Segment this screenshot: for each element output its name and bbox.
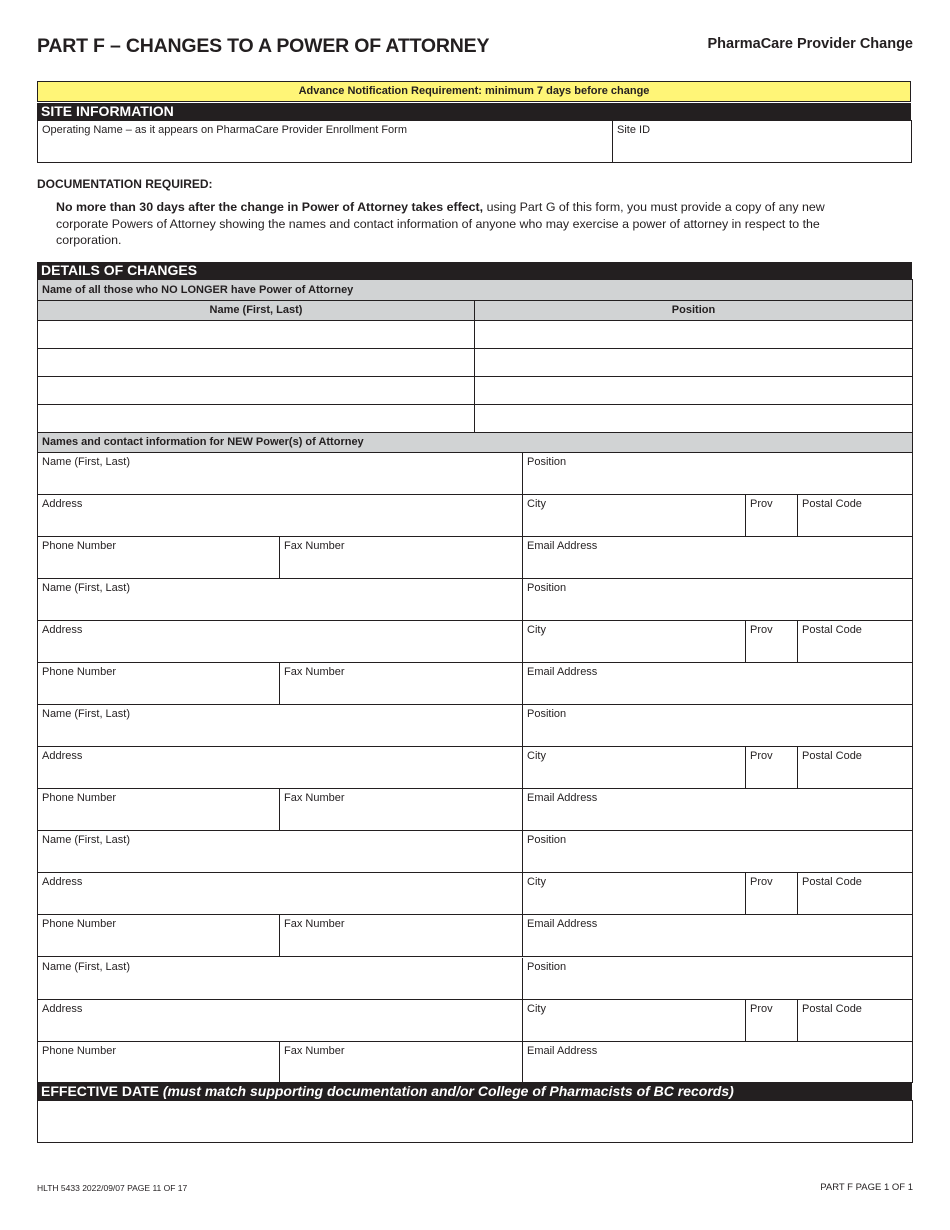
footer-form-number: HLTH 5433 2022/09/07 PAGE 11 OF 17 [37,1183,188,1193]
position-label: Position [527,708,567,720]
city-label: City [527,1003,546,1015]
former-attorney-name-cell[interactable] [38,349,475,377]
email-address-field[interactable] [523,789,912,831]
new-attorney-heading: Names and contact information for NEW Power(s) of Attorney [38,433,912,453]
column-header-position: Position [475,301,912,321]
fax-number-field[interactable] [280,537,523,579]
advance-notification-banner: Advance Notification Requirement: minimum 7 days before change [37,81,911,102]
documentation-text [56,199,876,249]
phone-number-field[interactable] [38,789,280,831]
column-header-name: Name (First, Last) [38,301,475,321]
name-field[interactable] [38,453,523,495]
address-field[interactable] [38,495,523,537]
email-address-label: Email Address [527,792,598,804]
documentation-heading: DOCUMENTATION REQUIRED: [37,177,213,191]
postal-code-label: Postal Code [802,624,862,636]
email-address-field[interactable] [523,1042,912,1084]
former-attorney-position-cell[interactable] [475,349,912,377]
postal-code-field[interactable] [798,873,912,915]
phone-number-field[interactable] [38,1042,280,1084]
name-label: Name (First, Last) [42,582,131,594]
site-information-heading: SITE INFORMATION [37,103,911,121]
page-title: PART F – CHANGES TO A POWER OF ATTORNEY [37,35,490,57]
email-address-label: Email Address [527,540,598,552]
site-id-label: Site ID [617,124,651,136]
province-label: Prov [750,876,773,888]
email-address-field[interactable] [523,537,912,579]
name-field[interactable] [38,831,523,873]
operating-name-label: Operating Name – as it appears on PharmaCare Provider Enrollment Form [42,124,407,136]
effective-date-note: (must match supporting documentation and/or College of Pharmacists of BC records) [162,1083,734,1099]
phone-number-label: Phone Number [42,918,116,930]
phone-number-field[interactable] [38,663,280,705]
operating-name-field[interactable] [38,121,613,163]
position-field[interactable] [523,705,912,747]
fax-number-label: Fax Number [284,666,345,678]
city-label: City [527,498,546,510]
city-field[interactable] [523,621,746,663]
fax-number-label: Fax Number [284,540,345,552]
position-field[interactable] [523,579,912,621]
city-field[interactable] [523,747,746,789]
province-field[interactable] [746,747,798,789]
address-label: Address [42,876,83,888]
former-attorney-name-cell[interactable] [38,377,475,405]
email-address-label: Email Address [527,666,598,678]
name-field[interactable] [38,579,523,621]
position-label: Position [527,582,567,594]
province-field[interactable] [746,1000,798,1042]
address-field[interactable] [38,621,523,663]
no-longer-heading: Name of all those who NO LONGER have Power of Attorney [38,280,912,301]
site-information-section [37,120,912,163]
city-label: City [527,876,546,888]
city-field[interactable] [523,495,746,537]
email-address-label: Email Address [527,1045,598,1057]
city-label: City [527,624,546,636]
former-attorney-name-cell[interactable] [38,321,475,349]
name-label: Name (First, Last) [42,961,131,973]
former-attorney-position-cell[interactable] [475,405,912,433]
former-attorney-position-cell[interactable] [475,377,912,405]
address-field[interactable] [38,873,523,915]
province-label: Prov [750,750,773,762]
phone-number-label: Phone Number [42,666,116,678]
postal-code-label: Postal Code [802,750,862,762]
postal-code-label: Postal Code [802,1003,862,1015]
effective-date-title: EFFECTIVE DATE [41,1083,159,1099]
effective-date-field[interactable] [37,1100,913,1143]
name-field[interactable] [38,958,523,1000]
phone-number-field[interactable] [38,915,280,957]
effective-date-heading [37,1083,912,1101]
name-label: Name (First, Last) [42,834,131,846]
province-label: Prov [750,498,773,510]
phone-number-label: Phone Number [42,792,116,804]
address-field[interactable] [38,1000,523,1042]
footer-page-number: PART F PAGE 1 OF 1 [820,1182,913,1193]
former-attorney-name-cell[interactable] [38,405,475,433]
postal-code-label: Postal Code [802,876,862,888]
province-field[interactable] [746,621,798,663]
postal-code-field[interactable] [798,621,912,663]
position-label: Position [527,834,567,846]
fax-number-label: Fax Number [284,918,345,930]
fax-number-field[interactable] [280,789,523,831]
documentation-bold-lead: No more than 30 days after the change in Power of Attorney takes effect, [56,200,484,214]
phone-number-label: Phone Number [42,540,116,552]
position-field[interactable] [523,831,912,873]
province-field[interactable] [746,495,798,537]
fax-number-label: Fax Number [284,792,345,804]
fax-number-field[interactable] [280,663,523,705]
city-field[interactable] [523,1000,746,1042]
province-field[interactable] [746,873,798,915]
fax-number-field[interactable] [280,1042,523,1084]
former-attorney-position-cell[interactable] [475,321,912,349]
site-id-field[interactable] [613,121,911,163]
position-label: Position [527,456,567,468]
address-label: Address [42,624,83,636]
name-label: Name (First, Last) [42,708,131,720]
address-field[interactable] [38,747,523,789]
email-address-field[interactable] [523,915,912,957]
phone-number-label: Phone Number [42,1045,116,1057]
postal-code-label: Postal Code [802,498,862,510]
documentation-body: using Part G of this form, you must provide a copy of any new corporate Powers of Attorney showing the names and contact information of anyone who may exercise a power of attorney in respect to the corporation. [56,200,825,247]
fax-number-field[interactable] [280,915,523,957]
details-of-changes-heading: DETAILS OF CHANGES [37,262,912,280]
address-label: Address [42,498,83,510]
postal-code-field[interactable] [798,747,912,789]
address-label: Address [42,1003,83,1015]
province-label: Prov [750,624,773,636]
fax-number-label: Fax Number [284,1045,345,1057]
postal-code-field[interactable] [798,495,912,537]
phone-number-field[interactable] [38,537,280,579]
city-field[interactable] [523,873,746,915]
city-label: City [527,750,546,762]
name-field[interactable] [38,705,523,747]
position-field[interactable] [523,958,912,1000]
position-label: Position [527,961,567,973]
province-label: Prov [750,1003,773,1015]
email-address-field[interactable] [523,663,912,705]
address-label: Address [42,750,83,762]
postal-code-field[interactable] [798,1000,912,1042]
name-label: Name (First, Last) [42,456,131,468]
position-field[interactable] [523,453,912,495]
details-of-changes-section [37,279,913,1083]
form-name: PharmaCare Provider Change [707,36,913,52]
email-address-label: Email Address [527,918,598,930]
